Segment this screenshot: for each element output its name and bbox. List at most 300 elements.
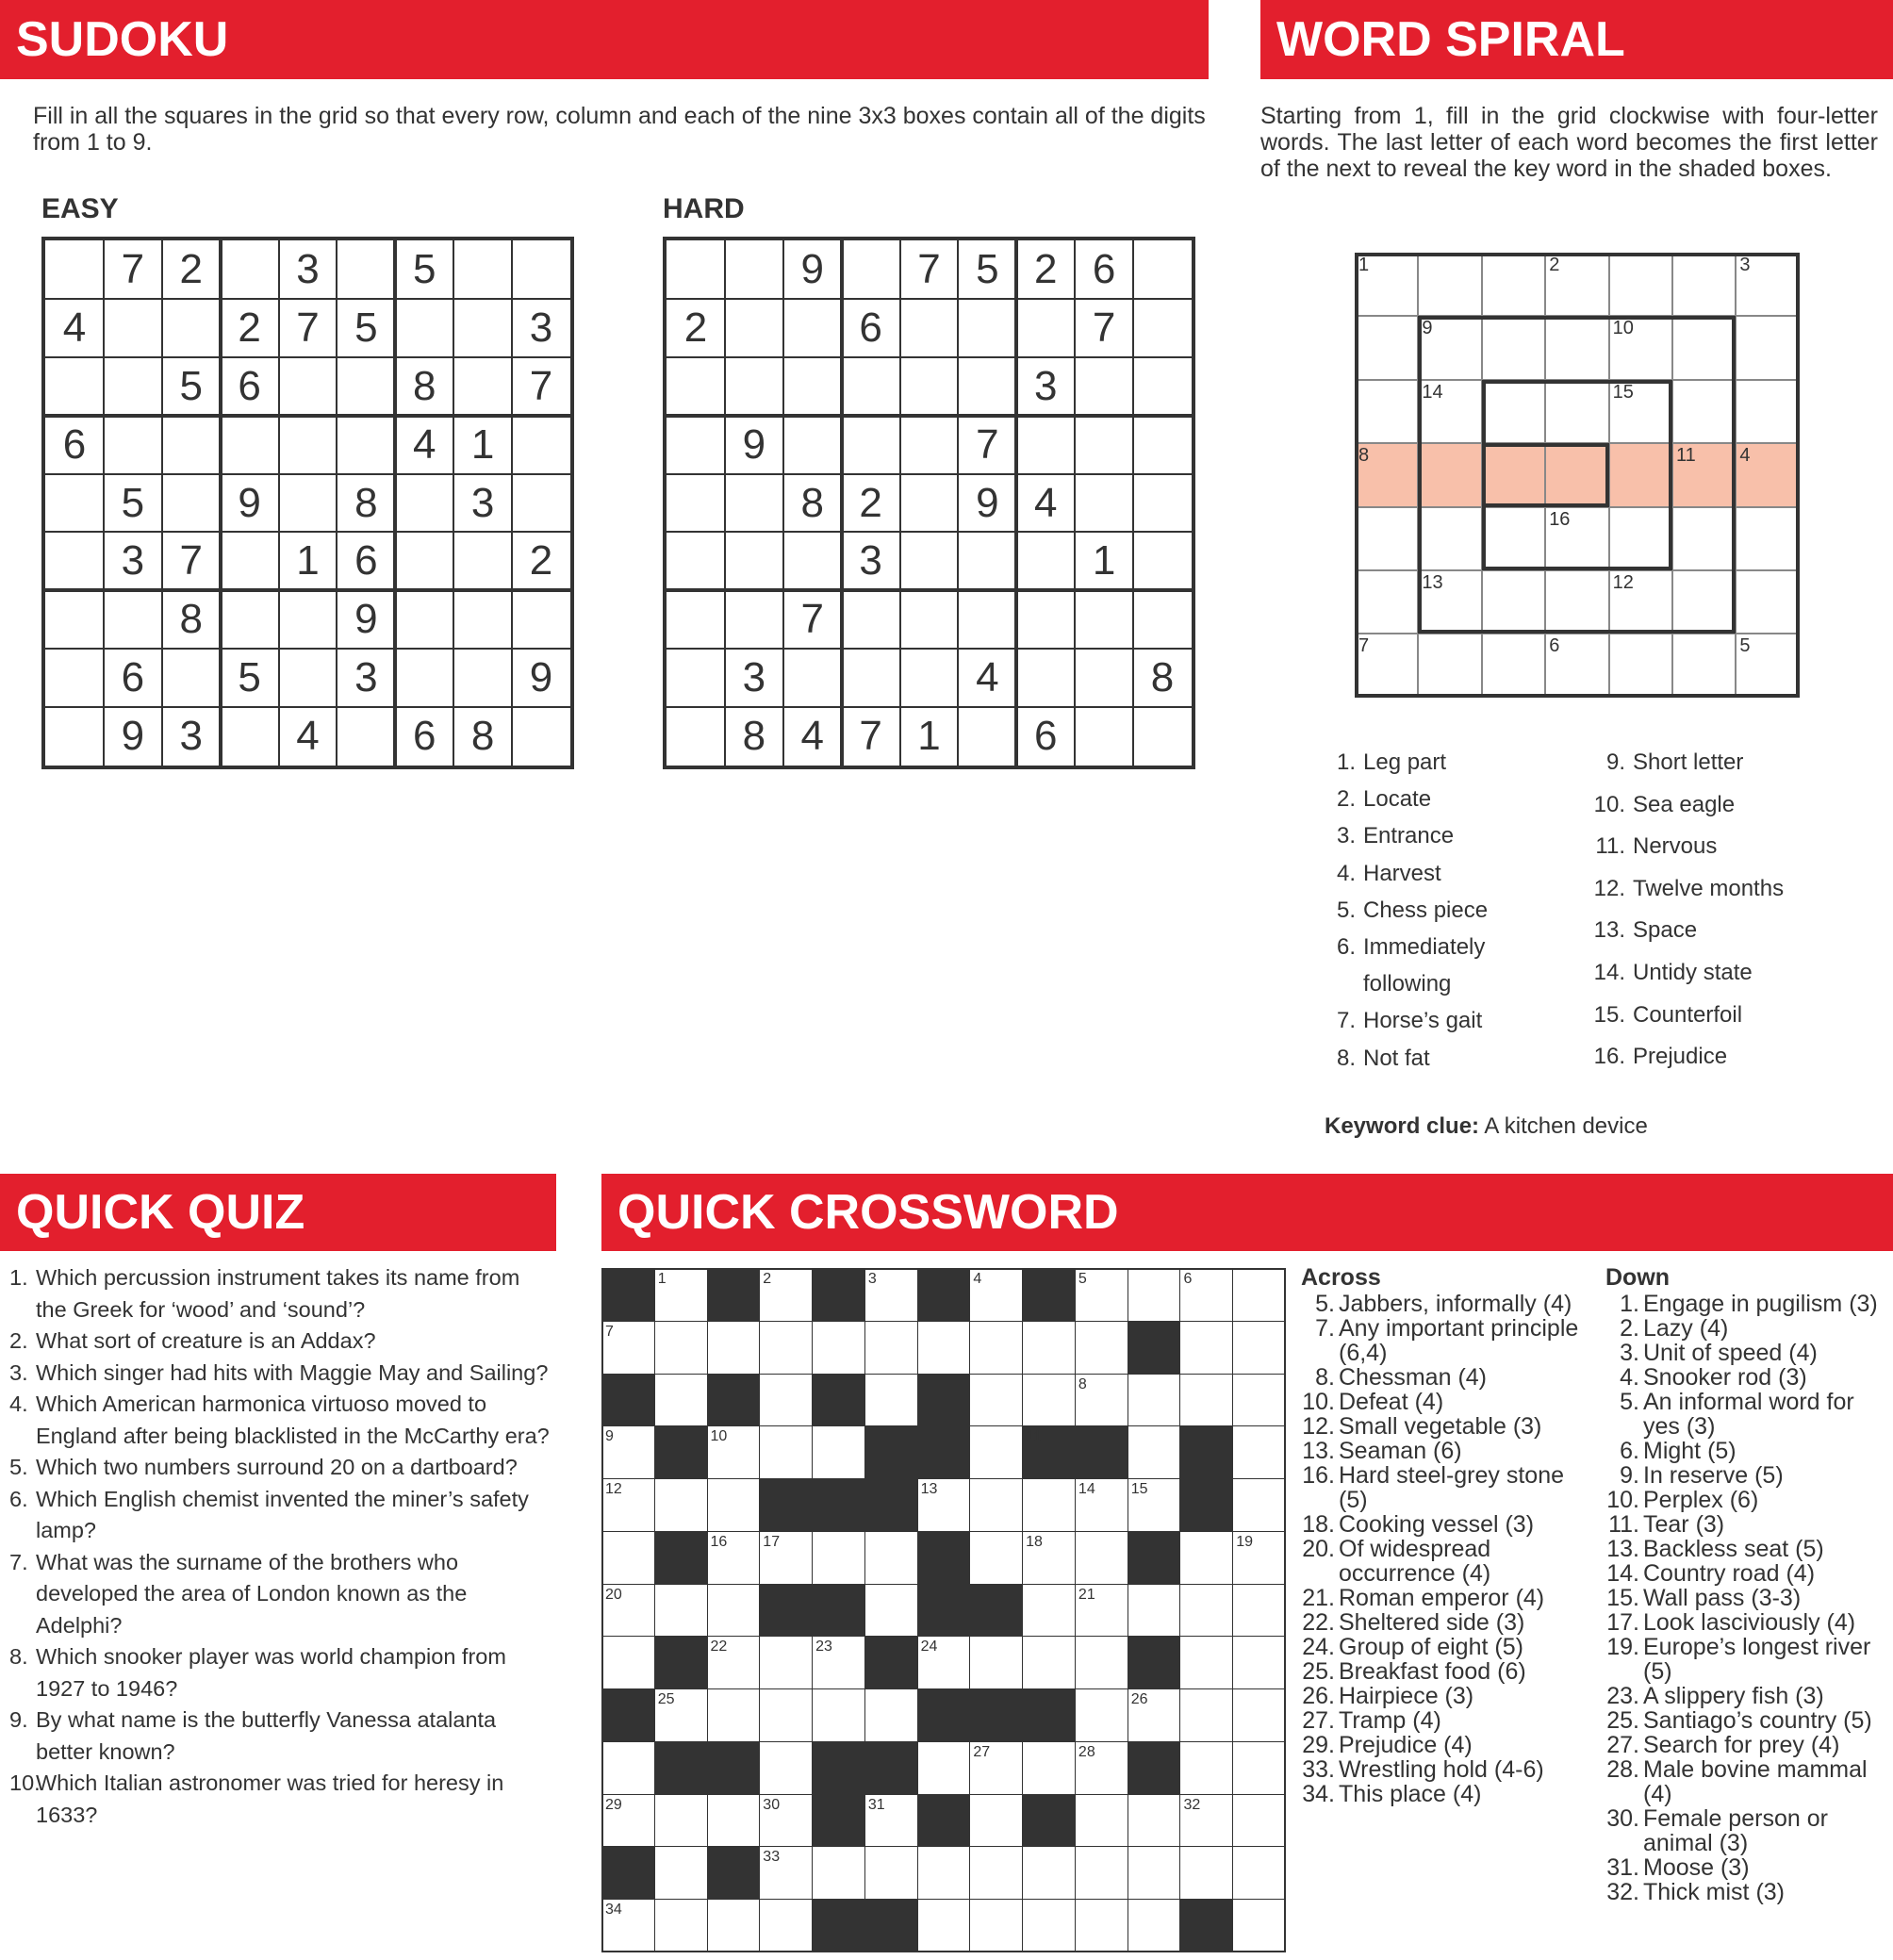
question-number: 10. xyxy=(9,1771,41,1795)
sudoku-cell[interactable] xyxy=(221,590,279,649)
quick-crossword-title: QUICK CROSSWORD xyxy=(617,1185,1119,1240)
clue-number: 9. xyxy=(1605,749,1625,775)
clue-number: 29. xyxy=(1302,1732,1335,1758)
sudoku-cell[interactable] xyxy=(900,299,959,357)
sudoku-cell[interactable]: 5 xyxy=(121,479,145,526)
sudoku-cell[interactable] xyxy=(395,299,453,357)
sudoku-cell[interactable] xyxy=(958,299,1016,357)
clue-number: 4. xyxy=(1620,1364,1639,1391)
clue-number: 12. xyxy=(1593,875,1625,901)
sudoku-cell[interactable]: 5 xyxy=(354,304,378,351)
sudoku-cell[interactable]: 4 xyxy=(976,654,999,701)
sudoku-cell[interactable]: 3 xyxy=(296,246,320,292)
sudoku-cell[interactable]: 2 xyxy=(238,304,261,351)
sudoku-cell[interactable]: 5 xyxy=(238,654,261,701)
keyword-clue-label: Keyword clue: xyxy=(1325,1113,1480,1139)
clue-text: Perplex (6) xyxy=(1643,1487,1759,1513)
clue-number: 23. xyxy=(1606,1683,1639,1709)
clue-text: Any important principle (6,4) xyxy=(1339,1315,1579,1366)
crossword-number: 12 xyxy=(605,1481,622,1498)
spiral-clue xyxy=(1324,971,1451,997)
sudoku-cell[interactable] xyxy=(1075,474,1133,533)
question-text: By what name is the butterfly Vanessa atalanta better known? xyxy=(36,1707,497,1764)
crossword-frame xyxy=(601,1268,1286,1952)
crossword-grid xyxy=(601,1268,1285,1952)
sudoku-cell[interactable] xyxy=(1133,240,1192,299)
clue-text: Might (5) xyxy=(1643,1438,1737,1464)
sudoku-cell[interactable] xyxy=(45,649,104,707)
quiz-question xyxy=(0,1547,556,1642)
sudoku-cell[interactable]: 4 xyxy=(1034,479,1058,526)
clue-text: Thick mist (3) xyxy=(1643,1879,1785,1905)
sudoku-cell[interactable]: 4 xyxy=(413,420,436,468)
sudoku-cell[interactable] xyxy=(725,474,783,533)
clue-number: 27. xyxy=(1302,1707,1335,1734)
sudoku-cell[interactable] xyxy=(725,240,783,299)
question-text: Which American harmonica virtuoso moved to England after being blacklisted in the McCarthy era? xyxy=(36,1392,550,1448)
sudoku-cell[interactable]: 8 xyxy=(413,362,436,409)
sudoku-cell[interactable]: 7 xyxy=(121,246,145,292)
spiral-number: 10 xyxy=(1612,318,1634,339)
spiral-number: 5 xyxy=(1739,635,1751,657)
crossword-clue xyxy=(1605,1537,1888,1561)
sudoku-cell[interactable]: 6 xyxy=(62,420,87,468)
sudoku-cell[interactable]: 9 xyxy=(354,596,378,643)
clue-number: 26. xyxy=(1302,1683,1335,1709)
crossword-clue xyxy=(1301,1316,1584,1365)
sudoku-cell[interactable] xyxy=(337,416,395,474)
clue-number: 3. xyxy=(1620,1340,1639,1366)
clue-text: Hard steel-grey stone (5) xyxy=(1339,1462,1565,1513)
crossword-clue xyxy=(1605,1684,1888,1708)
sudoku-cell[interactable]: 9 xyxy=(121,713,145,760)
sudoku-cell[interactable] xyxy=(279,416,337,474)
sudoku-cell[interactable] xyxy=(279,649,337,707)
spiral-clue xyxy=(1324,861,1441,887)
sudoku-cell[interactable]: 3 xyxy=(121,537,145,585)
sudoku-cell[interactable]: 4 xyxy=(296,713,320,760)
clue-number: 21. xyxy=(1302,1585,1335,1611)
crossword-number: 10 xyxy=(710,1428,728,1445)
crossword-clue xyxy=(1301,1610,1584,1635)
crossword-number: 17 xyxy=(763,1533,781,1550)
sudoku-cell[interactable] xyxy=(725,590,783,649)
clue-text: Immediately xyxy=(1363,934,1486,960)
clue-number: 17. xyxy=(1606,1609,1639,1636)
clue-text: Female person or animal (3) xyxy=(1643,1805,1828,1856)
sudoku-cell[interactable] xyxy=(45,532,104,590)
clue-number: 10. xyxy=(1606,1487,1639,1513)
spiral-ring xyxy=(1482,443,1609,506)
clue-number: 31. xyxy=(1606,1854,1639,1881)
sudoku-cell[interactable]: 9 xyxy=(529,654,553,701)
sudoku-cell[interactable] xyxy=(45,590,104,649)
spiral-clue xyxy=(1593,792,1735,818)
clue-text: Country road (4) xyxy=(1643,1560,1816,1587)
sudoku-cell[interactable] xyxy=(45,474,104,533)
crossword-number: 11 xyxy=(1026,1428,1042,1445)
sudoku-cell[interactable] xyxy=(783,299,842,357)
crossword-clue xyxy=(1605,1733,1888,1757)
crossword-clue xyxy=(1301,1414,1584,1439)
spiral-number: 7 xyxy=(1358,635,1370,657)
spiral-clue xyxy=(1593,917,1697,944)
sudoku-cell[interactable] xyxy=(337,357,395,416)
sudoku-cell[interactable] xyxy=(1016,416,1075,474)
crossword-number: 2 xyxy=(763,1271,772,1287)
sudoku-cell[interactable] xyxy=(725,532,783,590)
sudoku-cell[interactable] xyxy=(900,357,959,416)
sudoku-cell[interactable] xyxy=(1016,649,1075,707)
spiral-clue xyxy=(1324,898,1488,924)
sudoku-cell[interactable]: 5 xyxy=(413,246,436,292)
easy-sudoku-grid xyxy=(41,237,574,769)
sudoku-cell[interactable]: 6 xyxy=(121,654,145,701)
sudoku-cell[interactable]: 3 xyxy=(470,479,495,526)
crossword-clue xyxy=(1605,1757,1888,1806)
sudoku-cell[interactable]: 9 xyxy=(976,479,999,526)
sudoku-cell[interactable]: 7 xyxy=(179,537,203,585)
sudoku-cell[interactable] xyxy=(221,532,279,590)
sudoku-cell[interactable]: 3 xyxy=(179,713,203,760)
crossword-clue xyxy=(1605,1292,1888,1316)
question-number: 4. xyxy=(9,1392,28,1416)
sudoku-cell[interactable]: 8 xyxy=(742,713,766,760)
question-text: What was the surname of the brothers who developed the area of London known as the Adelphi? xyxy=(36,1549,468,1638)
across-heading: Across xyxy=(1301,1264,1381,1291)
sudoku-cell[interactable] xyxy=(337,240,395,299)
clue-number: 7. xyxy=(1315,1315,1335,1342)
sudoku-cell[interactable] xyxy=(279,357,337,416)
sudoku-cell[interactable] xyxy=(900,474,959,533)
sudoku-cell[interactable] xyxy=(162,649,221,707)
sudoku-cell[interactable]: 4 xyxy=(62,304,87,351)
sudoku-cell[interactable] xyxy=(783,416,842,474)
clue-number: 6. xyxy=(1336,934,1356,960)
crossword-clue xyxy=(1605,1586,1888,1610)
clue-text: Locate xyxy=(1363,786,1432,813)
sudoku-cell[interactable] xyxy=(104,416,162,474)
sudoku-cell[interactable] xyxy=(1133,474,1192,533)
sudoku-cell[interactable] xyxy=(783,532,842,590)
sudoku-cell[interactable] xyxy=(512,416,570,474)
sudoku-cell[interactable]: 2 xyxy=(1034,246,1058,292)
spiral-number: 15 xyxy=(1612,381,1634,403)
sudoku-cell[interactable] xyxy=(162,474,221,533)
sudoku-cell[interactable] xyxy=(279,474,337,533)
clue-number: 25. xyxy=(1606,1707,1639,1734)
clue-number: 30. xyxy=(1606,1805,1639,1832)
sudoku-cell[interactable]: 7 xyxy=(1092,304,1116,351)
clue-text: Horse’s gait xyxy=(1363,1008,1483,1034)
sudoku-cell[interactable] xyxy=(453,649,512,707)
sudoku-cell[interactable]: 3 xyxy=(859,537,882,585)
across-list xyxy=(1301,1292,1584,1806)
sudoku-cell[interactable] xyxy=(395,532,453,590)
crossword-clue xyxy=(1301,1463,1584,1512)
crossword-clue xyxy=(1605,1390,1888,1439)
sudoku-cell[interactable]: 1 xyxy=(296,537,320,585)
sudoku-cell[interactable] xyxy=(162,416,221,474)
clue-number: 13. xyxy=(1302,1438,1335,1464)
crossword-number: 6 xyxy=(1183,1271,1193,1287)
sudoku-cell[interactable]: 9 xyxy=(800,246,824,292)
sudoku-cell[interactable] xyxy=(104,590,162,649)
clue-number: 33. xyxy=(1302,1756,1335,1783)
quiz-question xyxy=(0,1641,556,1705)
sudoku-cell[interactable]: 7 xyxy=(296,304,320,351)
sudoku-cell[interactable] xyxy=(900,532,959,590)
sudoku-cell[interactable] xyxy=(667,707,725,766)
sudoku-cell[interactable]: 2 xyxy=(859,479,882,526)
sudoku-cell[interactable] xyxy=(512,707,570,766)
sudoku-cell[interactable]: 3 xyxy=(529,304,553,351)
sudoku-cell[interactable]: 7 xyxy=(529,362,553,409)
across-clues xyxy=(1301,1265,1584,1806)
sudoku-cell[interactable] xyxy=(667,590,725,649)
sudoku-cell[interactable] xyxy=(725,299,783,357)
crossword-number: 27 xyxy=(973,1743,991,1760)
sudoku-cell[interactable] xyxy=(1133,590,1192,649)
crossword-clue xyxy=(1605,1635,1888,1684)
sudoku-cell[interactable] xyxy=(1133,357,1192,416)
sudoku-cell[interactable] xyxy=(104,299,162,357)
sudoku-cell[interactable] xyxy=(667,649,725,707)
sudoku-cell[interactable]: 2 xyxy=(683,304,708,351)
sudoku-cell[interactable] xyxy=(900,649,959,707)
sudoku-cell[interactable]: 9 xyxy=(238,479,261,526)
sudoku-cell[interactable] xyxy=(783,649,842,707)
sudoku-cell[interactable]: 5 xyxy=(976,246,999,292)
sudoku-cell[interactable] xyxy=(395,590,453,649)
sudoku-cell[interactable] xyxy=(453,532,512,590)
crossword-number: 8 xyxy=(1078,1375,1087,1392)
sudoku-cell[interactable] xyxy=(667,532,725,590)
clue-text: following xyxy=(1363,971,1452,997)
clue-text: Twelve months xyxy=(1633,875,1785,901)
crossword-number: 20 xyxy=(605,1586,622,1603)
sudoku-cell[interactable] xyxy=(1133,299,1192,357)
clue-number: 6. xyxy=(1620,1438,1639,1464)
sudoku-cell[interactable] xyxy=(1075,416,1133,474)
sudoku-cell[interactable] xyxy=(958,532,1016,590)
spiral-clue xyxy=(1593,749,1743,776)
keyword-clue-text: A kitchen device xyxy=(1484,1113,1648,1139)
quiz-question xyxy=(0,1768,556,1831)
crossword-number: 31 xyxy=(867,1796,885,1813)
sudoku-cell[interactable] xyxy=(725,357,783,416)
crossword-clue xyxy=(1605,1561,1888,1586)
sudoku-cell[interactable] xyxy=(1075,707,1133,766)
spiral-clue xyxy=(1324,823,1454,849)
spiral-number: 12 xyxy=(1612,572,1634,593)
sudoku-cell[interactable] xyxy=(1075,649,1133,707)
quick-quiz-banner xyxy=(0,1174,556,1251)
sudoku-cell[interactable]: 8 xyxy=(354,479,378,526)
sudoku-cell[interactable] xyxy=(842,240,900,299)
clue-number: 27. xyxy=(1606,1732,1639,1758)
crossword-number: 5 xyxy=(1078,1271,1087,1287)
sudoku-cell[interactable] xyxy=(512,474,570,533)
spiral-clue xyxy=(1593,1002,1742,1029)
sudoku-cell[interactable]: 3 xyxy=(354,654,378,701)
sudoku-banner xyxy=(0,0,1209,79)
crossword-number: 28 xyxy=(1078,1743,1095,1760)
clue-text: Counterfoil xyxy=(1633,1001,1743,1028)
crossword-number: 18 xyxy=(1026,1533,1043,1550)
sudoku-cell[interactable]: 6 xyxy=(354,537,378,585)
spiral-clue xyxy=(1324,1008,1482,1034)
sudoku-cell[interactable] xyxy=(1016,299,1075,357)
clue-number: 14. xyxy=(1593,960,1625,985)
clue-text: Search for prey (4) xyxy=(1643,1732,1840,1758)
sudoku-cell[interactable] xyxy=(453,357,512,416)
sudoku-cell[interactable] xyxy=(279,590,337,649)
sudoku-cell[interactable] xyxy=(1075,590,1133,649)
sudoku-cell[interactable] xyxy=(162,299,221,357)
sudoku-cell[interactable]: 1 xyxy=(1092,537,1116,585)
sudoku-cell[interactable] xyxy=(1133,707,1192,766)
sudoku-cell[interactable] xyxy=(221,707,279,766)
clue-text: In reserve (5) xyxy=(1643,1462,1784,1489)
clue-number: 13. xyxy=(1593,917,1625,944)
question-number: 8. xyxy=(9,1644,28,1669)
sudoku-cell[interactable]: 1 xyxy=(917,713,941,760)
crossword-clue xyxy=(1605,1341,1888,1365)
clue-number: 24. xyxy=(1302,1634,1335,1660)
quiz-question xyxy=(0,1484,556,1547)
clue-text: This place (4) xyxy=(1339,1781,1482,1807)
sudoku-cell[interactable] xyxy=(45,357,104,416)
sudoku-cell[interactable]: 7 xyxy=(859,713,882,760)
word-spiral-instructions: Starting from 1, fill in the grid clockwise with four-letter words. The last letter of each word becomes the first letter of the next to reveal the key word in the shaded boxes. xyxy=(1260,103,1878,182)
sudoku-cell[interactable] xyxy=(667,416,725,474)
crossword-clue xyxy=(1605,1488,1888,1512)
sudoku-cell[interactable]: 7 xyxy=(976,420,999,468)
clue-text: Nervous xyxy=(1633,833,1718,860)
clue-text: Group of eight (5) xyxy=(1339,1634,1523,1660)
crossword-number: 22 xyxy=(710,1639,728,1655)
sudoku-cell[interactable] xyxy=(842,590,900,649)
spiral-clue xyxy=(1324,786,1431,813)
sudoku-cell[interactable] xyxy=(1133,416,1192,474)
sudoku-cell[interactable] xyxy=(45,707,104,766)
clue-number: 19. xyxy=(1606,1634,1639,1660)
sudoku-cell[interactable]: 8 xyxy=(179,596,203,643)
sudoku-cell[interactable]: 5 xyxy=(179,362,203,409)
sudoku-cell[interactable] xyxy=(221,416,279,474)
clue-text: Chessman (4) xyxy=(1339,1364,1487,1391)
sudoku-cell[interactable]: 2 xyxy=(529,537,553,585)
sudoku-cell[interactable] xyxy=(667,240,725,299)
clue-text: Roman emperor (4) xyxy=(1339,1585,1545,1611)
quiz-question xyxy=(0,1452,556,1484)
sudoku-cell[interactable] xyxy=(842,649,900,707)
sudoku-cell[interactable] xyxy=(512,240,570,299)
question-text: What sort of creature is an Addax? xyxy=(36,1328,376,1353)
clue-number: 10. xyxy=(1593,791,1625,817)
sudoku-cell[interactable]: 8 xyxy=(800,479,824,526)
sudoku-cell[interactable] xyxy=(958,357,1016,416)
sudoku-cell[interactable] xyxy=(45,240,104,299)
crossword-number: 25 xyxy=(657,1691,675,1708)
clue-text: Small vegetable (3) xyxy=(1339,1413,1542,1440)
spiral-clue xyxy=(1324,749,1446,776)
spiral-clue xyxy=(1593,960,1753,986)
sudoku-cell[interactable]: 6 xyxy=(238,362,261,409)
sudoku-cell[interactable]: 7 xyxy=(917,246,941,292)
sudoku-cell[interactable]: 6 xyxy=(859,304,882,351)
spiral-clue xyxy=(1593,833,1717,860)
word-spiral-banner xyxy=(1260,0,1893,79)
sudoku-cell[interactable]: 2 xyxy=(179,246,203,292)
sudoku-cell[interactable] xyxy=(221,240,279,299)
clue-text: Untidy state xyxy=(1633,960,1753,985)
sudoku-cell[interactable] xyxy=(1075,357,1133,416)
sudoku-cell[interactable]: 3 xyxy=(1034,362,1058,409)
sudoku-cell[interactable]: 6 xyxy=(1092,246,1116,292)
sudoku-cell[interactable] xyxy=(667,357,725,416)
sudoku-cell[interactable]: 7 xyxy=(800,596,824,643)
sudoku-cell[interactable]: 8 xyxy=(470,713,495,760)
sudoku-cell[interactable] xyxy=(1016,532,1075,590)
sudoku-cell[interactable] xyxy=(783,357,842,416)
sudoku-cell[interactable] xyxy=(842,416,900,474)
sudoku-cell[interactable] xyxy=(1133,532,1192,590)
sudoku-cell[interactable] xyxy=(958,590,1016,649)
clue-number: 12. xyxy=(1302,1413,1335,1440)
crossword-clue xyxy=(1301,1512,1584,1537)
crossword-clue xyxy=(1605,1365,1888,1390)
sudoku-cell[interactable] xyxy=(900,416,959,474)
crossword-clue xyxy=(1605,1880,1888,1904)
sudoku-cell[interactable] xyxy=(453,240,512,299)
sudoku-cell[interactable] xyxy=(453,590,512,649)
sudoku-cell[interactable] xyxy=(900,590,959,649)
sudoku-cell[interactable] xyxy=(842,357,900,416)
quiz-question xyxy=(0,1262,556,1326)
sudoku-cell[interactable] xyxy=(104,357,162,416)
clue-number: 2. xyxy=(1620,1315,1639,1342)
sudoku-cell[interactable]: 9 xyxy=(742,420,766,468)
sudoku-cell[interactable]: 4 xyxy=(800,713,824,760)
sudoku-cell[interactable] xyxy=(1016,590,1075,649)
sudoku-cell[interactable] xyxy=(512,590,570,649)
sudoku-cell[interactable]: 6 xyxy=(413,713,436,760)
sudoku-cell[interactable] xyxy=(453,299,512,357)
sudoku-cell[interactable]: 8 xyxy=(1150,654,1175,701)
clue-text: Unit of speed (4) xyxy=(1643,1340,1818,1366)
spiral-number: 4 xyxy=(1739,445,1751,467)
quick-quiz-title: QUICK QUIZ xyxy=(16,1185,305,1240)
crossword-clue xyxy=(1605,1708,1888,1733)
sudoku-cell[interactable] xyxy=(395,649,453,707)
hard-label: HARD xyxy=(663,193,745,224)
sudoku-cell[interactable] xyxy=(337,707,395,766)
clue-text: Breakfast food (6) xyxy=(1339,1658,1526,1685)
clue-text: Wall pass (3-3) xyxy=(1643,1585,1802,1611)
sudoku-cell[interactable] xyxy=(667,474,725,533)
spiral-clues-left xyxy=(1324,749,1588,1079)
sudoku-cell[interactable]: 1 xyxy=(470,420,495,468)
crossword-clue xyxy=(1301,1708,1584,1733)
sudoku-cell[interactable] xyxy=(395,474,453,533)
crossword-number: 13 xyxy=(920,1481,938,1498)
sudoku-cell[interactable]: 6 xyxy=(1034,713,1058,760)
sudoku-cell[interactable]: 3 xyxy=(742,654,766,701)
sudoku-cell[interactable] xyxy=(958,707,1016,766)
clue-number: 8. xyxy=(1336,1045,1356,1071)
